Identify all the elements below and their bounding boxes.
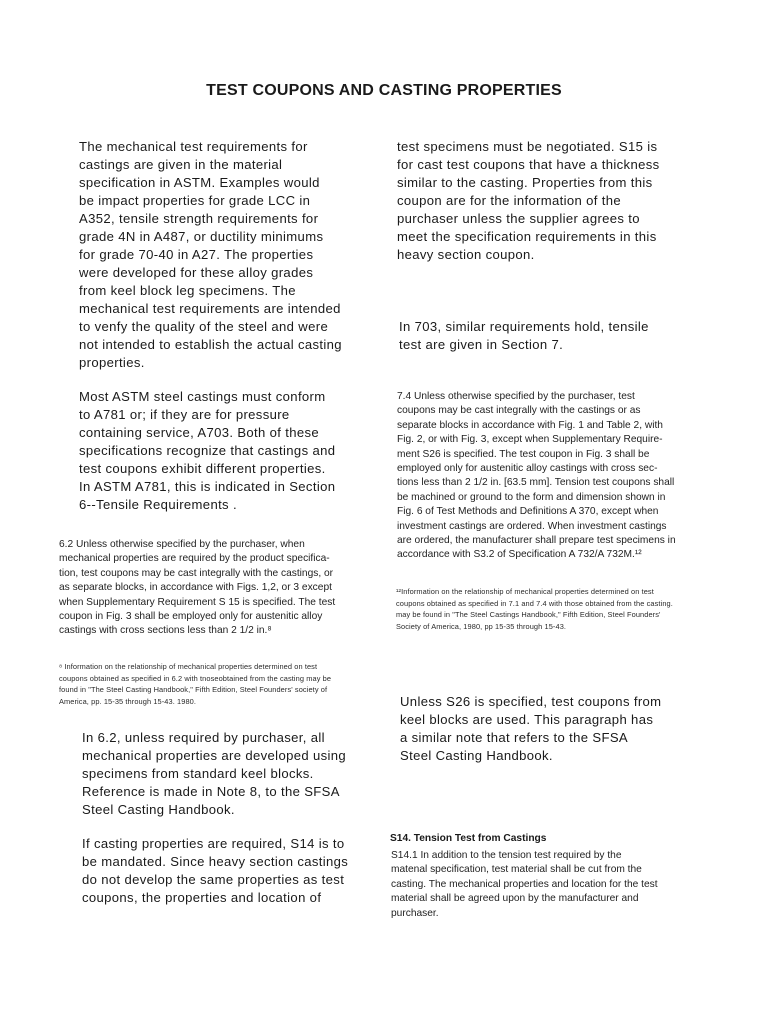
right-para-test-specimens: test specimens must be negotiated. S15 is for cast test coupons that have a thickness similar to the casting. Properties from this coupon are for the information of the purchaser unless the supplier agrees to meet the specification requirements in this heavy section coupon.	[397, 139, 660, 262]
right-para-s26: Unless S26 is specified, test coupons from keel blocks are used. This paragraph has a similar note that refers to the SFSA Steel Casting Handbook.	[400, 694, 662, 763]
s14-heading: S14. Tension Test from Castings	[390, 833, 547, 844]
left-para-keel-blocks: In 6.2, unless required by purchaser, all mechanical properties are developed using specimens from standard keel blocks. Reference is made in Note 8, to the SFSA Steel Casting Handbook.	[82, 730, 347, 817]
left-para-mechanical-requirements: The mechanical test requirements for castings are given in the material specification in ASTM. Examples would be impact properties for grade LCC in A352, tensile strength requirements for grade 4N in A487, or ductility minimums for grade 70-40 in A27. The properties were developed for these alloy grades from keel block leg specimens. The mechanical test requirements are intended to venfy the quality of the steel and were not intended to establish the actual casting properties.	[79, 139, 342, 370]
footnote-12: ¹²Information on the relationship of mechanical properties determined on test coupons obtained as specified in 7.1 and 7.4 with those obtained from the casting. may be found in "The Steel Castings Handbook," Fifth Edition, Steel Founders' Society of America, 1980, pp 15-35 through 15-43.	[396, 587, 673, 631]
s14-text: S14.1 In addition to the tension test required by the matenal specification, test material shall be cut from the casting. The mechanical properties and location for the test material shall be agreed upon by the manufacturer and purchaser.	[391, 850, 658, 919]
left-para-s14-mandated: If casting properties are required, S14 is to be mandated. Since heavy section castings do not develop the same properties as test coupons, the properties and location of	[82, 836, 349, 905]
quote-section-6-2: 6.2 Unless otherwise specified by the purchaser, when mechanical properties are required by the product specifica- tion, test coupons may be cast integrally with the castings, or as separate blocks, in accordance with Figs. 1,2, or 3 except when Supplementary Requirement S 15 is specified. The test coupon in Fig. 3 shall be employed only for austenitic alloy castings with cross sections less than 2 1/2 in.⁸	[59, 539, 336, 637]
quote-section-7-4: 7.4 Unless otherwise specified by the purchaser, test coupons may be cast integrally with the castings or as separate blocks in accordance with Fig. 1 and Table 2, with Fig. 2, or with Fig. 3, except when Supplementary Require- ment S26 is specified. The test coupon in Fig. 3 shall be employed only for austenitic alloy castings with cross sec- tions less than 2 1/2 in. [63.5 mm]. Tension test coupons shall be machined or ground to the form and dimension shown in Fig. 6 of Test Methods and Definitions A 370, except when investment castings are ordered. When investment castings are ordered, the manufacturer shall prepare test specimens in accordance with S3.2 of Specification A 732/A 732M.¹²	[397, 391, 676, 561]
left-para-astm-conformance: Most ASTM steel castings must conform to A781 or; if they are for pressure containing service, A703. Both of these specifications recognize that castings and test coupons exhibit different properties. In ASTM A781, this is indicated in Section 6--Tensile Requirements .	[79, 389, 336, 512]
page-title: TEST COUPONS AND CASTING PROPERTIES	[206, 82, 562, 99]
footnote-8: ⁸ Information on the relationship of mechanical properties determined on test coupons obtained as specified in 6.2 with tnoseobtained from the casting may be found in "The Steel Casting Handbook," Fifth Edition, Steel Founders' society of America, pp. 15-35 through 15-43. 1980.	[59, 662, 332, 706]
right-para-a703: In 703, similar requirements hold, tensile test are given in Section 7.	[399, 319, 649, 352]
